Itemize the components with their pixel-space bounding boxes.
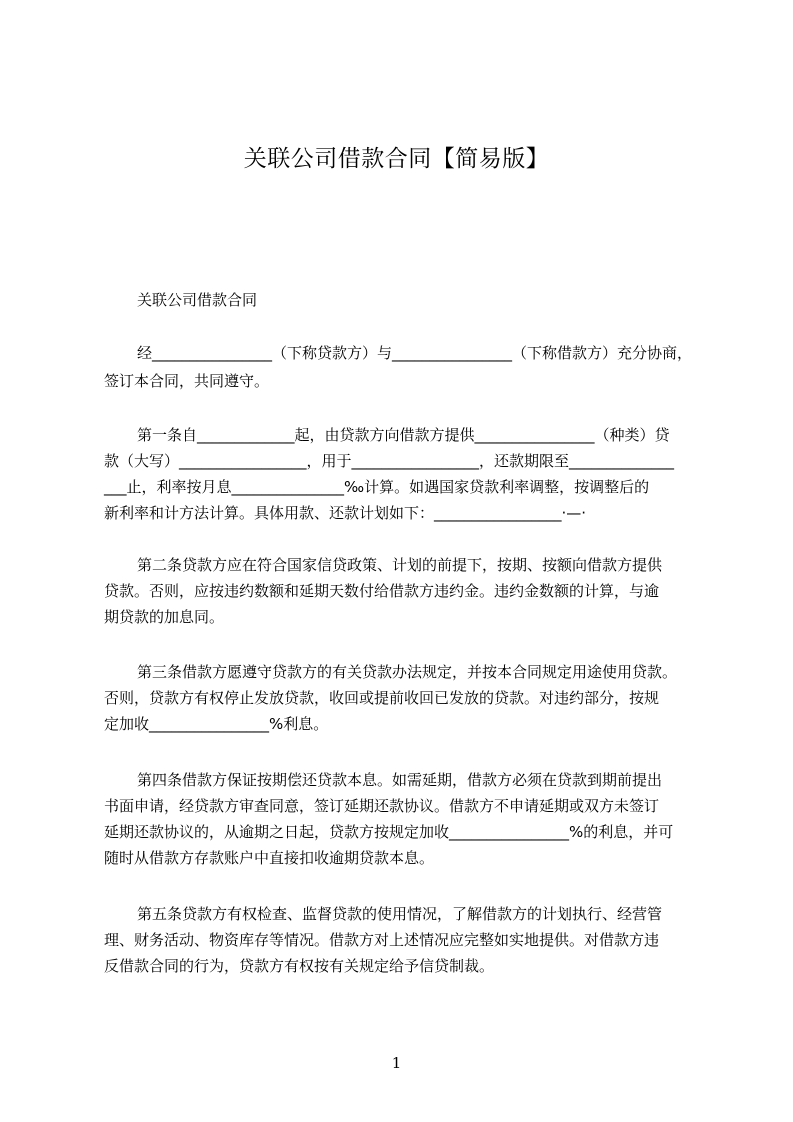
paragraph-line: 随时从借款方存款账户中直接扣收逾期贷款本息。	[104, 849, 435, 867]
paragraph-line: 期贷款的加息同。	[104, 608, 225, 626]
paragraph-line: 反借款合同的行为，贷款方有权按有关规定给予信贷制裁。	[104, 957, 495, 975]
document-title: 关联公司借款合同【简易版】	[243, 146, 550, 172]
paragraph-line: 贷款。否则，应按违约数额和延期天数付给借款方违约金。违约金数额的计算，与逾	[104, 582, 660, 600]
paragraph-line: 经________________（下称贷款方）与________________（下称借款方）充分协商，	[137, 344, 693, 362]
paragraph-line: 签订本合同，共同遵守。	[104, 372, 270, 390]
paragraph-line: 否则，贷款方有权停止发放贷款，收回或提前收回已发放的贷款。对违约部分，按规	[104, 689, 660, 707]
paragraph-line: 新利率和计方法计算。具体用款、还款计划如下：_________________·—·	[104, 504, 587, 522]
paragraph-line: 书面申请，经贷款方审查同意，签订延期还款协议。借款方不申请延期或双方未签订	[104, 797, 660, 815]
paragraph-line: 定加收________________%利息。	[104, 715, 329, 733]
contract-subtitle: 关联公司借款合同	[137, 291, 258, 309]
paragraph-line: 延期还款协议的，从逾期之日起，贷款方按规定加收________________%的利息，并可	[104, 823, 674, 841]
paragraph-line: 第二条贷款方应在符合国家信贷政策、计划的前提下，按期、按额向借款方提供	[137, 556, 663, 574]
paragraph-line: 款（大写）_________________，用于_________________，还款期限至______________	[104, 452, 675, 470]
paragraph-line: 第一条自_____________起，由贷款方向借款方提供________________（种类）贷	[137, 426, 670, 444]
paragraph-line: 第四条借款方保证按期偿还贷款本息。如需延期，借款方必须在贷款到期前提出	[137, 771, 663, 789]
paragraph-line: 理、财务活动、物资库存等情况。借款方对上述情况应完整如实地提供。对借款方违	[104, 931, 660, 949]
page-number: 1	[391, 1054, 402, 1072]
paragraph-line: ___止，利率按月息_______________‰计算。如遇国家贷款利率调整，按调整后的	[104, 478, 650, 496]
paragraph-line: 第五条贷款方有权检查、监督贷款的使用情况，了解借款方的计划执行、经营管	[137, 905, 663, 923]
paragraph-line: 第三条借款方愿遵守贷款方的有关贷款办法规定，并按本合同规定用途使用贷款。	[137, 663, 678, 681]
